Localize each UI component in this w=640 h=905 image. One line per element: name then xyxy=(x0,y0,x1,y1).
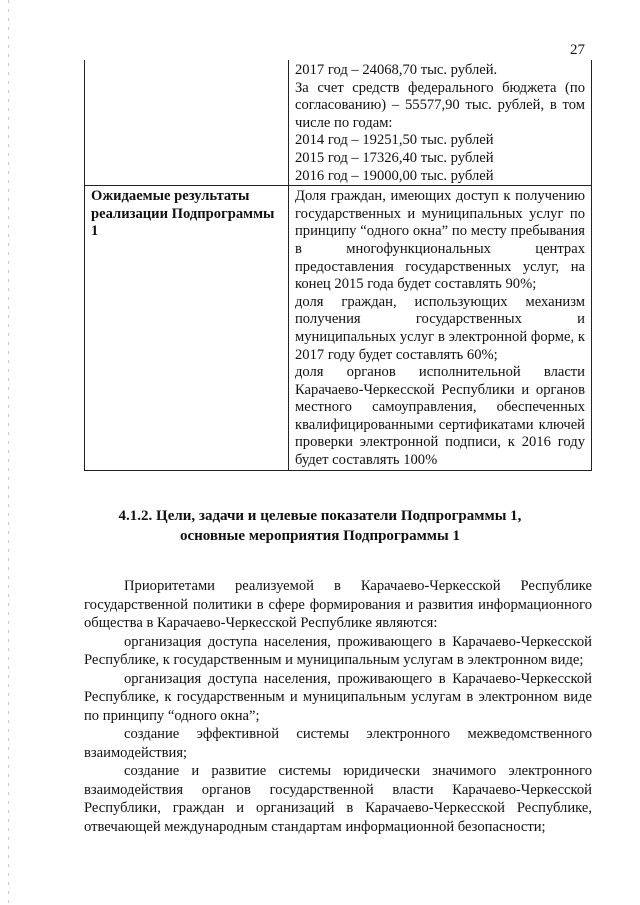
financing-line-2017: 2017 год – 24068,70 тыс. рублей. xyxy=(295,62,498,78)
financing-line-2016: 2016 год – 19000,00 тыс. рублей xyxy=(295,167,494,184)
table-cell-empty xyxy=(85,60,289,186)
scan-edge-shadow xyxy=(8,0,9,905)
financing-federal-budget: За счет средств федерального бюджета (по согласованию) – 55577,90 тыс. рублей, в том числе по годам: xyxy=(295,79,585,131)
paragraph-access-electronic: организация доступа населения, проживающего в Карачаево-Черкесской Республике, к государственным и муниципальным услугам в электронном виде; xyxy=(84,633,592,668)
program-passport-table xyxy=(84,60,592,471)
paragraph-interdepartmental: создание эффективной системы электронного межведомственного взаимодействия; xyxy=(84,726,592,761)
table-row-expected-results xyxy=(85,186,592,471)
section-heading-line-1: 4.1.2. Цели, задачи и целевые показатели Подпрограммы 1, xyxy=(118,508,522,524)
expected-results-label-cell xyxy=(85,186,289,471)
result-one-window: Доля граждан, имеющих доступ к получению государственных и муниципальных услуг по принципу “одного окна” по месту пребывания в многофункциональных центрах предоставления государственных услуг, на конец 2015 года будет составлять 90%; xyxy=(295,188,585,293)
section-heading-line-2: основные мероприятия Подпрограммы 1 xyxy=(180,528,460,544)
expected-results-label: Ожидаемые результаты реализации Подпрограммы 1 xyxy=(91,188,275,240)
paragraph-priorities-intro: Приоритетами реализуемой в Карачаево-Черкесской Республике государственной политики в сфере формирования и развития информационного общества в Карачаево-Черкесской Республике являются: xyxy=(84,578,592,631)
result-electronic-services: доля граждан, использующих механизм получения государственных и муниципальных услуг в электронной форме, к 2017 году будет составлять 60%; xyxy=(295,293,585,363)
page-number: 27 xyxy=(570,42,585,58)
body-text xyxy=(84,577,592,836)
result-digital-signature: доля органов исполнительной власти Карачаево-Черкесской Республики и органов местного самоуправления, обеспеченных квалифицированными сертификатами ключей проверки электронной подписи, к 2016 году будет составлять 100% xyxy=(295,364,585,469)
paragraph-legal-interaction: создание и развитие системы юридически значимого электронного взаимодействия органов государственной власти Карачаево-Черкесской Республики, граждан и организаций в Карачаево-Черкесской Республике, отвечающей международным стандартам информационной безопасности; xyxy=(84,763,592,835)
financing-cell xyxy=(289,60,592,186)
table-row-financing xyxy=(85,60,592,186)
expected-results-cell xyxy=(289,186,592,471)
financing-line-2015: 2015 год – 17326,40 тыс. рублей xyxy=(295,149,494,166)
financing-line-2014: 2014 год – 19251,50 тыс. рублей xyxy=(295,132,494,149)
section-heading xyxy=(60,506,580,546)
paragraph-access-one-window: организация доступа населения, проживающего в Карачаево-Черкесской Республике, к государственным и муниципальным услугам в электронном виде по принципу “одного окна”; xyxy=(84,670,592,724)
